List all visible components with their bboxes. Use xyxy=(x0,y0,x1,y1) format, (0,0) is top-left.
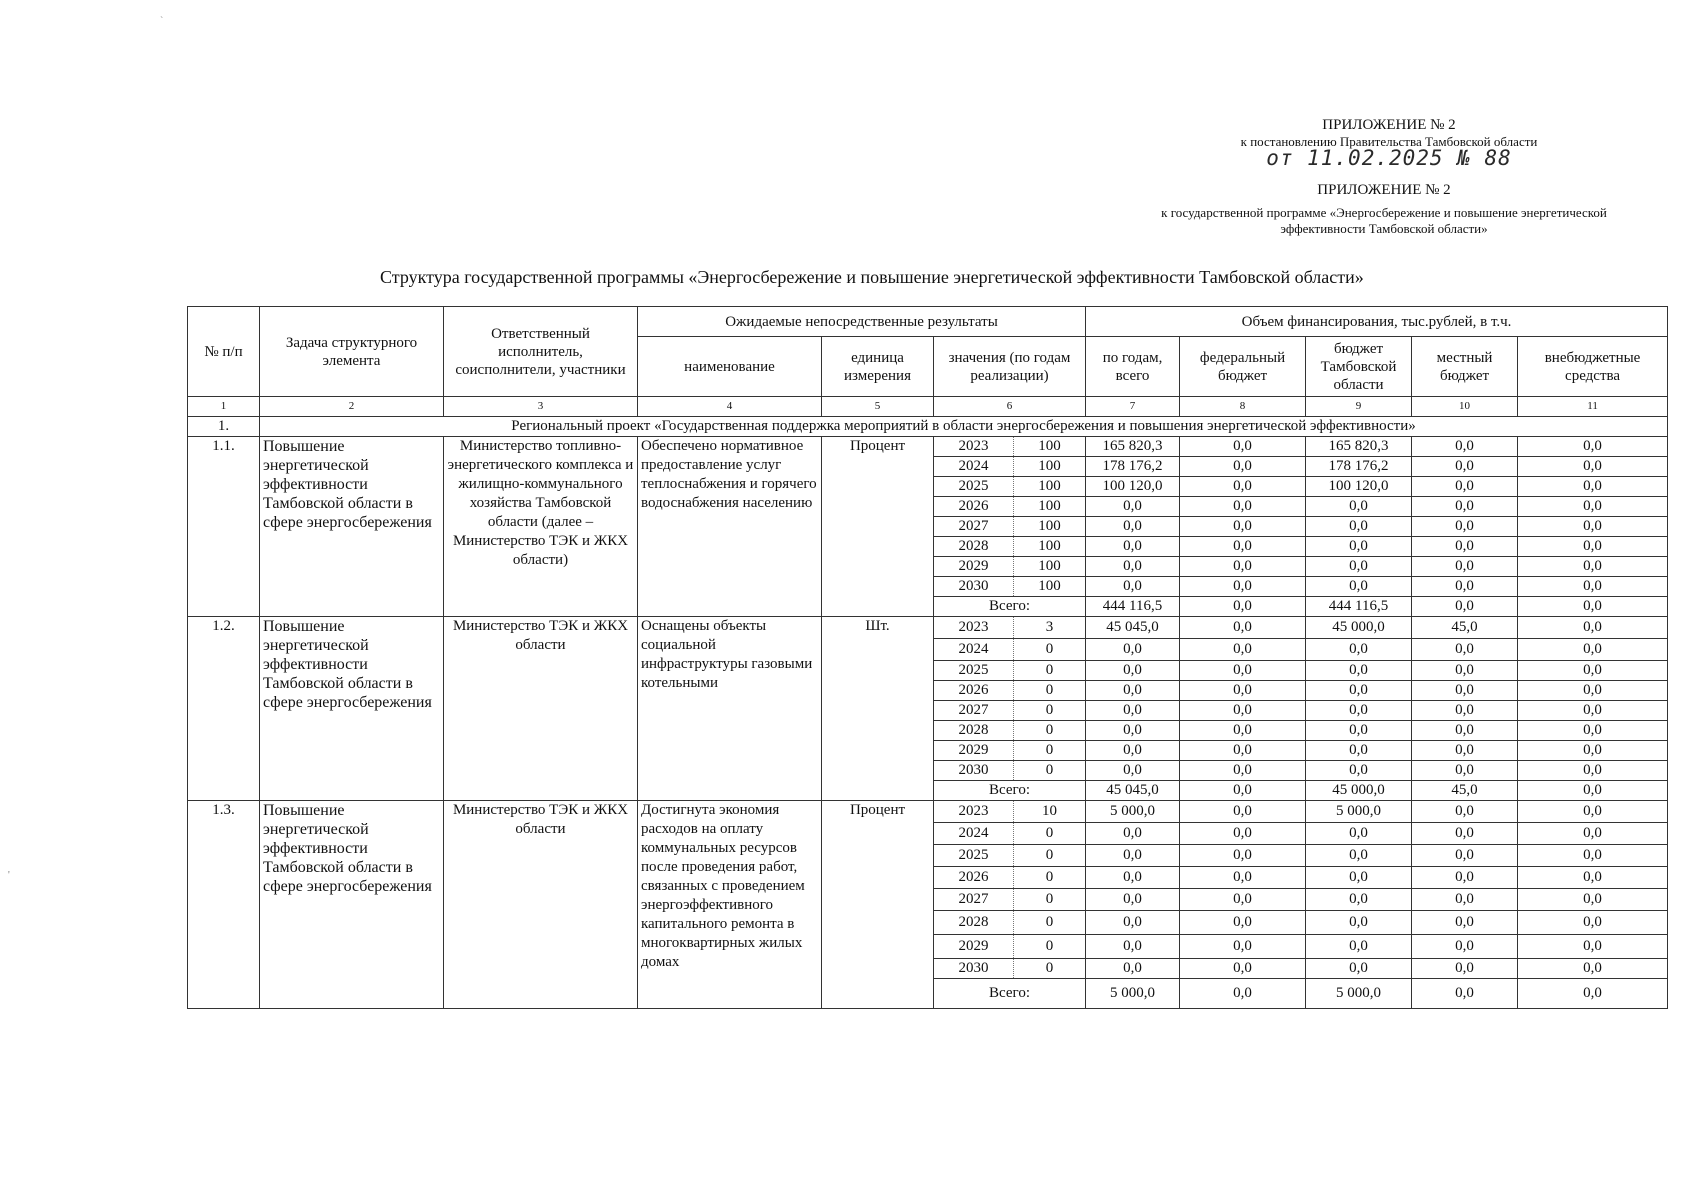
total-funding-cell: 178 176,2 xyxy=(1086,457,1180,477)
year-cell: 2027 xyxy=(934,517,1014,537)
table-body xyxy=(188,417,1668,1009)
total-funding-cell: 0,0 xyxy=(1086,867,1180,889)
local-budget-cell: 0,0 xyxy=(1412,701,1518,721)
task-description: Повышение энергетической эффективности Тамбовской области в сфере энергосбережения xyxy=(260,437,444,617)
extrabudgetary-cell: 0,0 xyxy=(1518,701,1668,721)
regional-budget-cell: 45 000,0 xyxy=(1306,617,1412,639)
federal-budget-cell: 0,0 xyxy=(1180,845,1306,867)
total-funding-cell: 100 120,0 xyxy=(1086,477,1180,497)
local-budget-cell: 0,0 xyxy=(1412,477,1518,497)
col-result-name-header: наименование xyxy=(638,337,822,397)
total-funding-sum: 45 045,0 xyxy=(1086,781,1180,801)
total-funding-cell: 165 820,3 xyxy=(1086,437,1180,457)
row-number: 1.3. xyxy=(188,801,260,1009)
regional-budget-cell: 0,0 xyxy=(1306,681,1412,701)
extrabudgetary-cell: 0,0 xyxy=(1518,661,1668,681)
extrabudgetary-cell: 0,0 xyxy=(1518,517,1668,537)
local-budget-sum: 0,0 xyxy=(1412,979,1518,1009)
federal-budget-cell: 0,0 xyxy=(1180,911,1306,935)
column-index: 5 xyxy=(822,397,934,417)
extrabudgetary-cell: 0,0 xyxy=(1518,537,1668,557)
local-budget-cell: 0,0 xyxy=(1412,935,1518,959)
target-value-cell: 100 xyxy=(1014,517,1086,537)
total-funding-cell: 0,0 xyxy=(1086,537,1180,557)
regional-budget-sum: 45 000,0 xyxy=(1306,781,1412,801)
local-budget-cell: 45,0 xyxy=(1412,617,1518,639)
column-index: 7 xyxy=(1086,397,1180,417)
total-funding-cell: 0,0 xyxy=(1086,823,1180,845)
document-title: Структура государственной программы «Энергосбережение и повышение энергетической эффективности Тамбовской области» xyxy=(380,267,1364,287)
executor: Министерство ТЭК и ЖКХ области xyxy=(444,801,638,1009)
regional-budget-sum: 5 000,0 xyxy=(1306,979,1412,1009)
table-header xyxy=(188,307,1668,417)
total-label: Всего: xyxy=(934,781,1086,801)
regional-budget-cell: 0,0 xyxy=(1306,867,1412,889)
target-value-cell: 100 xyxy=(1014,477,1086,497)
extrabudgetary-cell: 0,0 xyxy=(1518,577,1668,597)
column-index: 4 xyxy=(638,397,822,417)
local-budget-cell: 0,0 xyxy=(1412,577,1518,597)
target-value-cell: 0 xyxy=(1014,845,1086,867)
year-cell: 2029 xyxy=(934,557,1014,577)
target-value-cell: 10 xyxy=(1014,801,1086,823)
col-unit-header: единица измерения xyxy=(822,337,934,397)
total-funding-cell: 0,0 xyxy=(1086,577,1180,597)
table-row xyxy=(188,617,1668,639)
regional-budget-cell: 0,0 xyxy=(1306,823,1412,845)
target-value-cell: 0 xyxy=(1014,959,1086,979)
col-extra-header: внебюджетные средства xyxy=(1518,337,1668,397)
extrabudgetary-cell: 0,0 xyxy=(1518,557,1668,577)
local-budget-cell: 0,0 xyxy=(1412,721,1518,741)
year-cell: 2025 xyxy=(934,661,1014,681)
target-value-cell: 0 xyxy=(1014,661,1086,681)
executor: Министерство ТЭК и ЖКХ области xyxy=(444,617,638,801)
local-budget-cell: 0,0 xyxy=(1412,889,1518,911)
appendix-title: ПРИЛОЖЕНИЕ № 2 xyxy=(1322,117,1456,133)
local-budget-cell: 0,0 xyxy=(1412,557,1518,577)
column-index: 8 xyxy=(1180,397,1306,417)
appendix-to-resolution xyxy=(1200,117,1578,168)
federal-budget-cell: 0,0 xyxy=(1180,477,1306,497)
year-cell: 2024 xyxy=(934,639,1014,661)
task-description: Повышение энергетической эффективности Тамбовской области в сфере энергосбережения xyxy=(260,801,444,1009)
regional-budget-cell: 0,0 xyxy=(1306,959,1412,979)
federal-budget-cell: 0,0 xyxy=(1180,517,1306,537)
federal-budget-cell: 0,0 xyxy=(1180,577,1306,597)
col-federal-header: федеральный бюджет xyxy=(1180,337,1306,397)
target-value-cell: 0 xyxy=(1014,761,1086,781)
col-total-header: по годам, всего xyxy=(1086,337,1180,397)
extrabudgetary-cell: 0,0 xyxy=(1518,617,1668,639)
total-funding-cell: 0,0 xyxy=(1086,661,1180,681)
regional-budget-cell: 0,0 xyxy=(1306,639,1412,661)
total-funding-cell: 5 000,0 xyxy=(1086,801,1180,823)
federal-budget-cell: 0,0 xyxy=(1180,557,1306,577)
total-funding-sum: 5 000,0 xyxy=(1086,979,1180,1009)
col-local-header: местный бюджет xyxy=(1412,337,1518,397)
extrabudgetary-cell: 0,0 xyxy=(1518,639,1668,661)
local-budget-cell: 0,0 xyxy=(1412,497,1518,517)
extrabudgetary-cell: 0,0 xyxy=(1518,497,1668,517)
year-cell: 2028 xyxy=(934,911,1014,935)
year-cell: 2026 xyxy=(934,681,1014,701)
total-funding-cell: 0,0 xyxy=(1086,639,1180,661)
unit-of-measure: Процент xyxy=(822,801,934,1009)
federal-budget-cell: 0,0 xyxy=(1180,801,1306,823)
year-cell: 2030 xyxy=(934,761,1014,781)
local-budget-cell: 0,0 xyxy=(1412,845,1518,867)
local-budget-cell: 0,0 xyxy=(1412,681,1518,701)
appendix-title: ПРИЛОЖЕНИЕ № 2 xyxy=(1317,182,1451,198)
appendix-subtitle-line2: эффективности Тамбовской области» xyxy=(1280,221,1488,236)
regional-budget-cell: 0,0 xyxy=(1306,661,1412,681)
federal-budget-cell: 0,0 xyxy=(1180,959,1306,979)
federal-budget-cell: 0,0 xyxy=(1180,661,1306,681)
target-value-cell: 0 xyxy=(1014,701,1086,721)
regional-budget-sum: 444 116,5 xyxy=(1306,597,1412,617)
extrabudgetary-cell: 0,0 xyxy=(1518,801,1668,823)
row-number: 1.1. xyxy=(188,437,260,617)
scan-mark: ` xyxy=(160,16,164,27)
year-cell: 2030 xyxy=(934,959,1014,979)
appendix-to-program xyxy=(1100,182,1668,237)
year-cell: 2023 xyxy=(934,801,1014,823)
local-budget-sum: 45,0 xyxy=(1412,781,1518,801)
executor: Министерство топливно-энергетического комплекса и жилищно-коммунального хозяйства Тамбовской области (далее – Министерство ТЭК и ЖКХ области) xyxy=(444,437,638,617)
column-index: 10 xyxy=(1412,397,1518,417)
regional-budget-cell: 0,0 xyxy=(1306,557,1412,577)
total-funding-cell: 0,0 xyxy=(1086,761,1180,781)
regional-budget-cell: 0,0 xyxy=(1306,577,1412,597)
local-budget-cell: 0,0 xyxy=(1412,661,1518,681)
total-funding-cell: 0,0 xyxy=(1086,845,1180,867)
year-cell: 2023 xyxy=(934,617,1014,639)
local-budget-cell: 0,0 xyxy=(1412,639,1518,661)
column-index: 1 xyxy=(188,397,260,417)
total-funding-cell: 0,0 xyxy=(1086,935,1180,959)
year-cell: 2025 xyxy=(934,845,1014,867)
year-cell: 2028 xyxy=(934,721,1014,741)
regional-budget-cell: 100 120,0 xyxy=(1306,477,1412,497)
local-budget-cell: 0,0 xyxy=(1412,537,1518,557)
result-name: Обеспечено нормативное предоставление услуг теплоснабжения и горячего водоснабжения населению xyxy=(638,437,822,617)
local-budget-cell: 0,0 xyxy=(1412,437,1518,457)
result-name: Достигнута экономия расходов на оплату коммунальных ресурсов после проведения работ, связанных с проведением энергоэффективного капитального ремонта в многоквартирных жилых домах xyxy=(638,801,822,1009)
handwritten-date-number: от 11.02.2025 № 88 xyxy=(1266,146,1512,170)
total-funding-cell: 0,0 xyxy=(1086,497,1180,517)
target-value-cell: 100 xyxy=(1014,537,1086,557)
federal-budget-cell: 0,0 xyxy=(1180,437,1306,457)
local-budget-cell: 0,0 xyxy=(1412,823,1518,845)
federal-budget-cell: 0,0 xyxy=(1180,867,1306,889)
target-value-cell: 0 xyxy=(1014,721,1086,741)
total-funding-cell: 0,0 xyxy=(1086,701,1180,721)
regional-budget-cell: 0,0 xyxy=(1306,517,1412,537)
regional-budget-cell: 0,0 xyxy=(1306,537,1412,557)
regional-budget-cell: 0,0 xyxy=(1306,497,1412,517)
extrabudgetary-cell: 0,0 xyxy=(1518,845,1668,867)
year-cell: 2027 xyxy=(934,889,1014,911)
extrabudgetary-cell: 0,0 xyxy=(1518,823,1668,845)
regional-budget-cell: 0,0 xyxy=(1306,761,1412,781)
federal-budget-cell: 0,0 xyxy=(1180,681,1306,701)
appendix-subtitle: к постановлению Правительства Тамбовской области xyxy=(1240,134,1538,149)
table-row xyxy=(188,801,1668,823)
total-funding-cell: 0,0 xyxy=(1086,721,1180,741)
extrabudgetary-cell: 0,0 xyxy=(1518,741,1668,761)
federal-budget-cell: 0,0 xyxy=(1180,721,1306,741)
scan-mark: ' xyxy=(8,870,10,881)
extrabudgetary-cell: 0,0 xyxy=(1518,437,1668,457)
column-index: 9 xyxy=(1306,397,1412,417)
col-executor-header: Ответственный исполнитель, соисполнители, участники xyxy=(444,307,638,397)
local-budget-cell: 0,0 xyxy=(1412,457,1518,477)
federal-budget-cell: 0,0 xyxy=(1180,701,1306,721)
extrabudgetary-cell: 0,0 xyxy=(1518,935,1668,959)
year-cell: 2029 xyxy=(934,935,1014,959)
extrabudgetary-sum: 0,0 xyxy=(1518,597,1668,617)
col-task-header: Задача структурного элемента xyxy=(260,307,444,397)
column-index: 3 xyxy=(444,397,638,417)
regional-budget-cell: 0,0 xyxy=(1306,935,1412,959)
extrabudgetary-sum: 0,0 xyxy=(1518,979,1668,1009)
year-cell: 2026 xyxy=(934,497,1014,517)
federal-budget-cell: 0,0 xyxy=(1180,761,1306,781)
target-value-cell: 0 xyxy=(1014,741,1086,761)
program-structure-table xyxy=(187,306,1668,1009)
task-description: Повышение энергетической эффективности Тамбовской области в сфере энергосбережения xyxy=(260,617,444,801)
col-num-header: № п/п xyxy=(188,307,260,397)
regional-budget-cell: 178 176,2 xyxy=(1306,457,1412,477)
target-value-cell: 100 xyxy=(1014,437,1086,457)
local-budget-cell: 0,0 xyxy=(1412,867,1518,889)
table-row xyxy=(188,437,1668,457)
extrabudgetary-cell: 0,0 xyxy=(1518,889,1668,911)
federal-budget-cell: 0,0 xyxy=(1180,935,1306,959)
year-cell: 2024 xyxy=(934,823,1014,845)
extrabudgetary-cell: 0,0 xyxy=(1518,477,1668,497)
total-funding-cell: 45 045,0 xyxy=(1086,617,1180,639)
year-cell: 2030 xyxy=(934,577,1014,597)
extrabudgetary-cell: 0,0 xyxy=(1518,457,1668,477)
target-value-cell: 0 xyxy=(1014,823,1086,845)
target-value-cell: 0 xyxy=(1014,639,1086,661)
col-funding-header: Объем финансирования, тыс.рублей, в т.ч. xyxy=(1086,307,1668,337)
target-value-cell: 0 xyxy=(1014,911,1086,935)
year-cell: 2026 xyxy=(934,867,1014,889)
total-label: Всего: xyxy=(934,597,1086,617)
total-funding-cell: 0,0 xyxy=(1086,557,1180,577)
regional-budget-cell: 0,0 xyxy=(1306,889,1412,911)
federal-budget-cell: 0,0 xyxy=(1180,889,1306,911)
year-cell: 2023 xyxy=(934,437,1014,457)
local-budget-cell: 0,0 xyxy=(1412,911,1518,935)
total-funding-cell: 0,0 xyxy=(1086,889,1180,911)
col-regional-header: бюджет Тамбовской области xyxy=(1306,337,1412,397)
total-funding-cell: 0,0 xyxy=(1086,741,1180,761)
federal-budget-sum: 0,0 xyxy=(1180,979,1306,1009)
target-value-cell: 0 xyxy=(1014,867,1086,889)
appendix-subtitle-line1: к государственной программе «Энергосбережение и повышение энергетической xyxy=(1161,205,1607,220)
extrabudgetary-cell: 0,0 xyxy=(1518,761,1668,781)
section-row xyxy=(188,417,1668,437)
local-budget-sum: 0,0 xyxy=(1412,597,1518,617)
federal-budget-sum: 0,0 xyxy=(1180,781,1306,801)
regional-budget-cell: 0,0 xyxy=(1306,911,1412,935)
total-funding-cell: 0,0 xyxy=(1086,517,1180,537)
year-cell: 2027 xyxy=(934,701,1014,721)
total-label: Всего: xyxy=(934,979,1086,1009)
regional-budget-cell: 0,0 xyxy=(1306,741,1412,761)
col-expected-header: Ожидаемые непосредственные результаты xyxy=(638,307,1086,337)
target-value-cell: 100 xyxy=(1014,497,1086,517)
regional-budget-cell: 5 000,0 xyxy=(1306,801,1412,823)
extrabudgetary-cell: 0,0 xyxy=(1518,681,1668,701)
local-budget-cell: 0,0 xyxy=(1412,761,1518,781)
federal-budget-cell: 0,0 xyxy=(1180,537,1306,557)
result-name: Оснащены объекты социальной инфраструктуры газовыми котельными xyxy=(638,617,822,801)
row-number: 1.2. xyxy=(188,617,260,801)
target-value-cell: 0 xyxy=(1014,681,1086,701)
target-value-cell: 0 xyxy=(1014,889,1086,911)
year-cell: 2028 xyxy=(934,537,1014,557)
local-budget-cell: 0,0 xyxy=(1412,741,1518,761)
federal-budget-cell: 0,0 xyxy=(1180,497,1306,517)
target-value-cell: 3 xyxy=(1014,617,1086,639)
year-cell: 2025 xyxy=(934,477,1014,497)
federal-budget-cell: 0,0 xyxy=(1180,457,1306,477)
federal-budget-cell: 0,0 xyxy=(1180,741,1306,761)
section-title: Региональный проект «Государственная поддержка мероприятий в области энергосбережения и повышения энергетической эффективности» xyxy=(260,417,1668,437)
column-index-row xyxy=(188,397,1668,417)
total-funding-cell: 0,0 xyxy=(1086,681,1180,701)
regional-budget-cell: 0,0 xyxy=(1306,845,1412,867)
local-budget-cell: 0,0 xyxy=(1412,959,1518,979)
unit-of-measure: Шт. xyxy=(822,617,934,801)
col-values-header: значения (по годам реализации) xyxy=(934,337,1086,397)
extrabudgetary-cell: 0,0 xyxy=(1518,911,1668,935)
target-value-cell: 0 xyxy=(1014,935,1086,959)
extrabudgetary-sum: 0,0 xyxy=(1518,781,1668,801)
extrabudgetary-cell: 0,0 xyxy=(1518,721,1668,741)
year-cell: 2024 xyxy=(934,457,1014,477)
federal-budget-sum: 0,0 xyxy=(1180,597,1306,617)
extrabudgetary-cell: 0,0 xyxy=(1518,959,1668,979)
column-index: 2 xyxy=(260,397,444,417)
year-cell: 2029 xyxy=(934,741,1014,761)
total-funding-sum: 444 116,5 xyxy=(1086,597,1180,617)
regional-budget-cell: 0,0 xyxy=(1306,701,1412,721)
target-value-cell: 100 xyxy=(1014,577,1086,597)
regional-budget-cell: 165 820,3 xyxy=(1306,437,1412,457)
federal-budget-cell: 0,0 xyxy=(1180,639,1306,661)
column-index: 6 xyxy=(934,397,1086,417)
column-index: 11 xyxy=(1518,397,1668,417)
regional-budget-cell: 0,0 xyxy=(1306,721,1412,741)
local-budget-cell: 0,0 xyxy=(1412,517,1518,537)
federal-budget-cell: 0,0 xyxy=(1180,617,1306,639)
total-funding-cell: 0,0 xyxy=(1086,911,1180,935)
target-value-cell: 100 xyxy=(1014,457,1086,477)
extrabudgetary-cell: 0,0 xyxy=(1518,867,1668,889)
target-value-cell: 100 xyxy=(1014,557,1086,577)
unit-of-measure: Процент xyxy=(822,437,934,617)
section-number: 1. xyxy=(188,417,260,437)
federal-budget-cell: 0,0 xyxy=(1180,823,1306,845)
local-budget-cell: 0,0 xyxy=(1412,801,1518,823)
total-funding-cell: 0,0 xyxy=(1086,959,1180,979)
